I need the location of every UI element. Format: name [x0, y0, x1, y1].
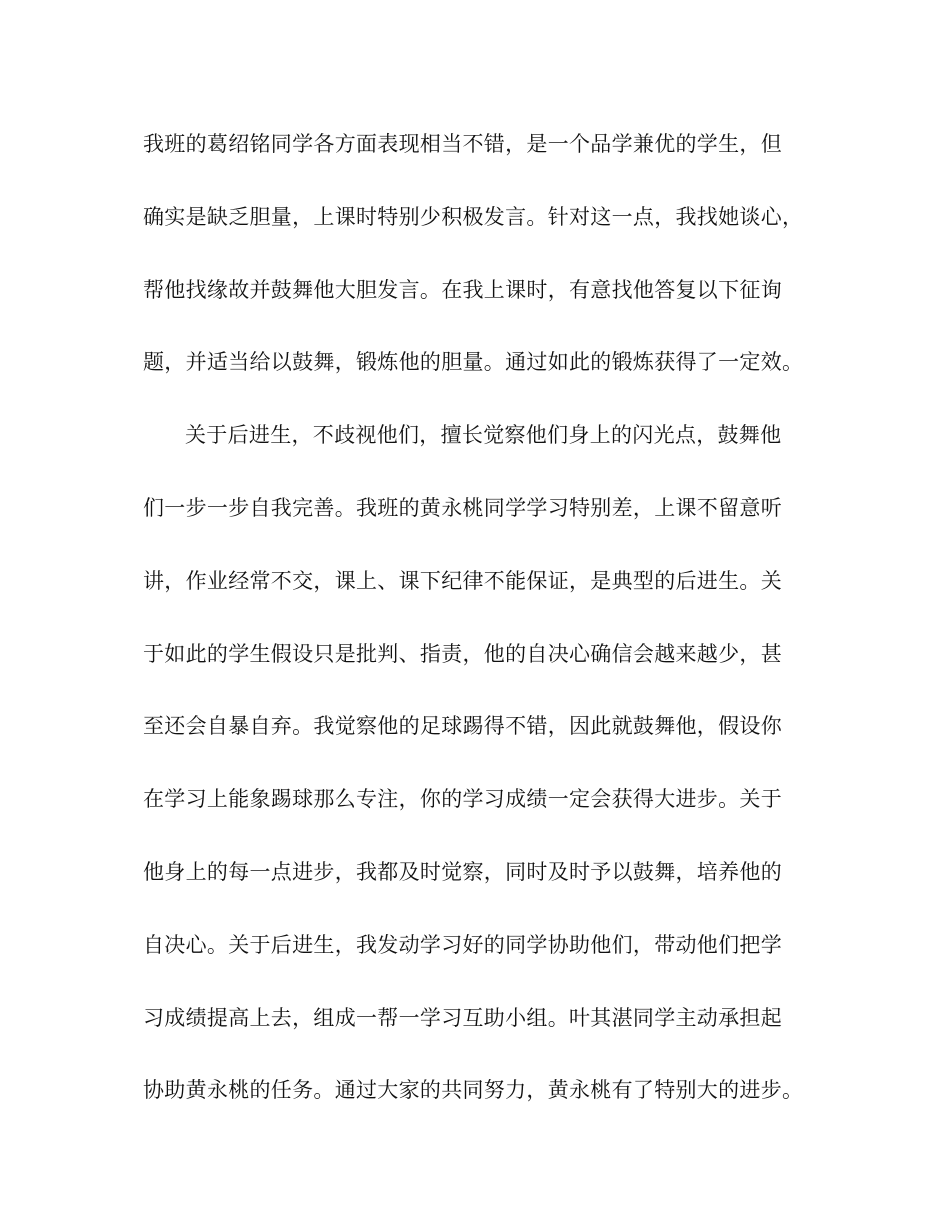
text-line: 确实是缺乏胆量，上课时特别少积极发言。针对这一点，我找她谈心， [143, 204, 804, 229]
text-line: 帮他找缘故并鼓舞他大胆发言。在我上课时，有意找他答复以下征询 [143, 277, 782, 302]
text-line: 于如此的学生假设只是批判、指责，他的自决心确信会越来越少，甚 [143, 641, 782, 666]
text-line: 们一步一步自我完善。我班的黄永桃同学学习特别差，上课不留意听 [143, 495, 782, 520]
paragraph-first-line: 关于后进生，不歧视他们，擅长觉察他们身上的闪光点，鼓舞他 [185, 423, 782, 448]
text-line: 自决心。关于后进生，我发动学习好的同学协助他们，带动他们把学 [143, 932, 782, 957]
text-line: 至还会自暴自弃。我觉察他的足球踢得不错，因此就鼓舞他，假设你 [143, 714, 782, 739]
text-line: 题，并适当给以鼓舞，锻炼他的胆量。通过如此的锻炼获得了一定效。 [143, 350, 804, 375]
text-line: 协助黄永桃的任务。通过大家的共同努力，黄永桃有了特别大的进步。 [143, 1078, 804, 1103]
text-line: 我班的葛绍铭同学各方面表现相当不错，是一个品学兼优的学生，但 [143, 132, 782, 156]
body-text [143, 122, 813, 1141]
text-line: 习成绩提高上去，组成一帮一学习互助小组。叶其湛同学主动承担起 [143, 1005, 782, 1030]
text-line: 他身上的每一点进步，我都及时觉察，同时及时予以鼓舞，培养他的 [143, 859, 782, 884]
text-line: 讲，作业经常不交，课上、课下纪律不能保证，是典型的后进生。关 [143, 568, 782, 593]
text-line: 在学习上能象踢球那么专注，你的学习成绩一定会获得大进步。关于 [143, 787, 782, 812]
